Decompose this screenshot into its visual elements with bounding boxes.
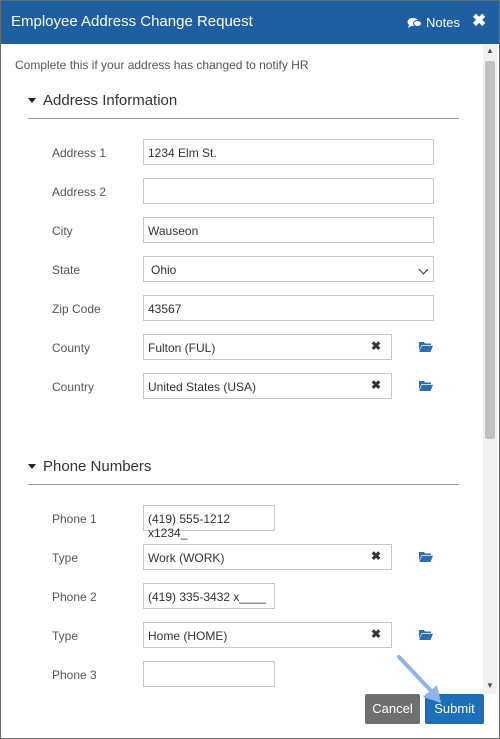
notes-button[interactable] xyxy=(407,15,460,30)
section-header-phone[interactable] xyxy=(28,458,151,475)
country-input[interactable] xyxy=(143,373,392,399)
zip-input[interactable]: 43567 xyxy=(143,295,434,321)
phone2-type-input[interactable] xyxy=(143,622,392,648)
clear-x-icon[interactable]: ✖ xyxy=(370,339,381,353)
phone1-label: Phone 1 xyxy=(52,512,97,526)
phone1-input[interactable]: (419) 555-1212 x1234_ xyxy=(143,505,275,531)
scroll-up-arrow-icon[interactable]: ▲ xyxy=(486,46,494,55)
clear-x-icon[interactable]: ✖ xyxy=(370,627,381,641)
country-label: Country xyxy=(52,380,95,394)
state-label: State xyxy=(52,263,81,277)
phone2-type-value: Home (HOME) xyxy=(148,629,228,643)
folder-open-icon[interactable] xyxy=(419,341,433,352)
city-label: City xyxy=(52,224,73,238)
section-title-phone: Phone Numbers xyxy=(43,458,152,475)
phone1-type-input[interactable] xyxy=(143,544,392,570)
submit-button[interactable]: Submit xyxy=(425,694,484,724)
section-divider xyxy=(28,484,459,485)
section-title-address: Address Information xyxy=(43,92,178,109)
scroll-down-arrow-icon[interactable]: ▼ xyxy=(486,681,494,690)
cancel-button[interactable]: Cancel xyxy=(365,694,420,724)
chat-bubbles-icon xyxy=(407,17,422,29)
chevron-down-icon xyxy=(419,265,429,275)
clear-x-icon[interactable]: ✖ xyxy=(370,378,381,392)
close-icon[interactable]: ✖ xyxy=(472,11,487,30)
address1-input[interactable]: 1234 Elm St. xyxy=(143,139,434,165)
dialog-title: Employee Address Change Request xyxy=(11,13,253,30)
county-input[interactable] xyxy=(143,334,392,360)
section-header-address[interactable] xyxy=(28,92,177,109)
section-divider xyxy=(28,118,459,119)
phone1-type-value: Work (WORK) xyxy=(148,551,225,565)
county-value: Fulton (FUL) xyxy=(148,341,216,355)
caret-down-icon xyxy=(28,464,36,469)
address2-label: Address 2 xyxy=(52,185,107,199)
folder-open-icon[interactable] xyxy=(419,629,433,640)
folder-open-icon[interactable] xyxy=(419,551,433,562)
phone1-type-label: Type xyxy=(52,551,79,565)
state-value: Ohio xyxy=(151,263,177,277)
phone3-input[interactable] xyxy=(143,661,275,687)
address2-input[interactable] xyxy=(143,178,434,204)
caret-down-icon xyxy=(28,98,36,103)
notes-label: Notes xyxy=(426,15,460,30)
intro-text: Complete this if your address has changed to notify HR xyxy=(15,58,309,72)
county-label: County xyxy=(52,341,91,355)
clear-x-icon[interactable]: ✖ xyxy=(370,549,381,563)
city-input[interactable]: Wauseon xyxy=(143,217,434,243)
phone2-label: Phone 2 xyxy=(52,590,97,604)
phone3-label: Phone 3 xyxy=(52,668,97,682)
zip-label: Zip Code xyxy=(52,302,101,316)
address1-label: Address 1 xyxy=(52,146,107,160)
pointer-arrow-icon xyxy=(393,651,453,711)
scrollbar-thumb[interactable] xyxy=(485,61,495,439)
country-value: United States (USA) xyxy=(148,380,257,394)
folder-open-icon[interactable] xyxy=(419,380,433,391)
phone2-type-label: Type xyxy=(52,629,79,643)
dialog-titlebar xyxy=(1,1,499,44)
state-select[interactable] xyxy=(143,256,434,282)
phone2-input[interactable]: (419) 335-3432 x____ xyxy=(143,583,275,609)
